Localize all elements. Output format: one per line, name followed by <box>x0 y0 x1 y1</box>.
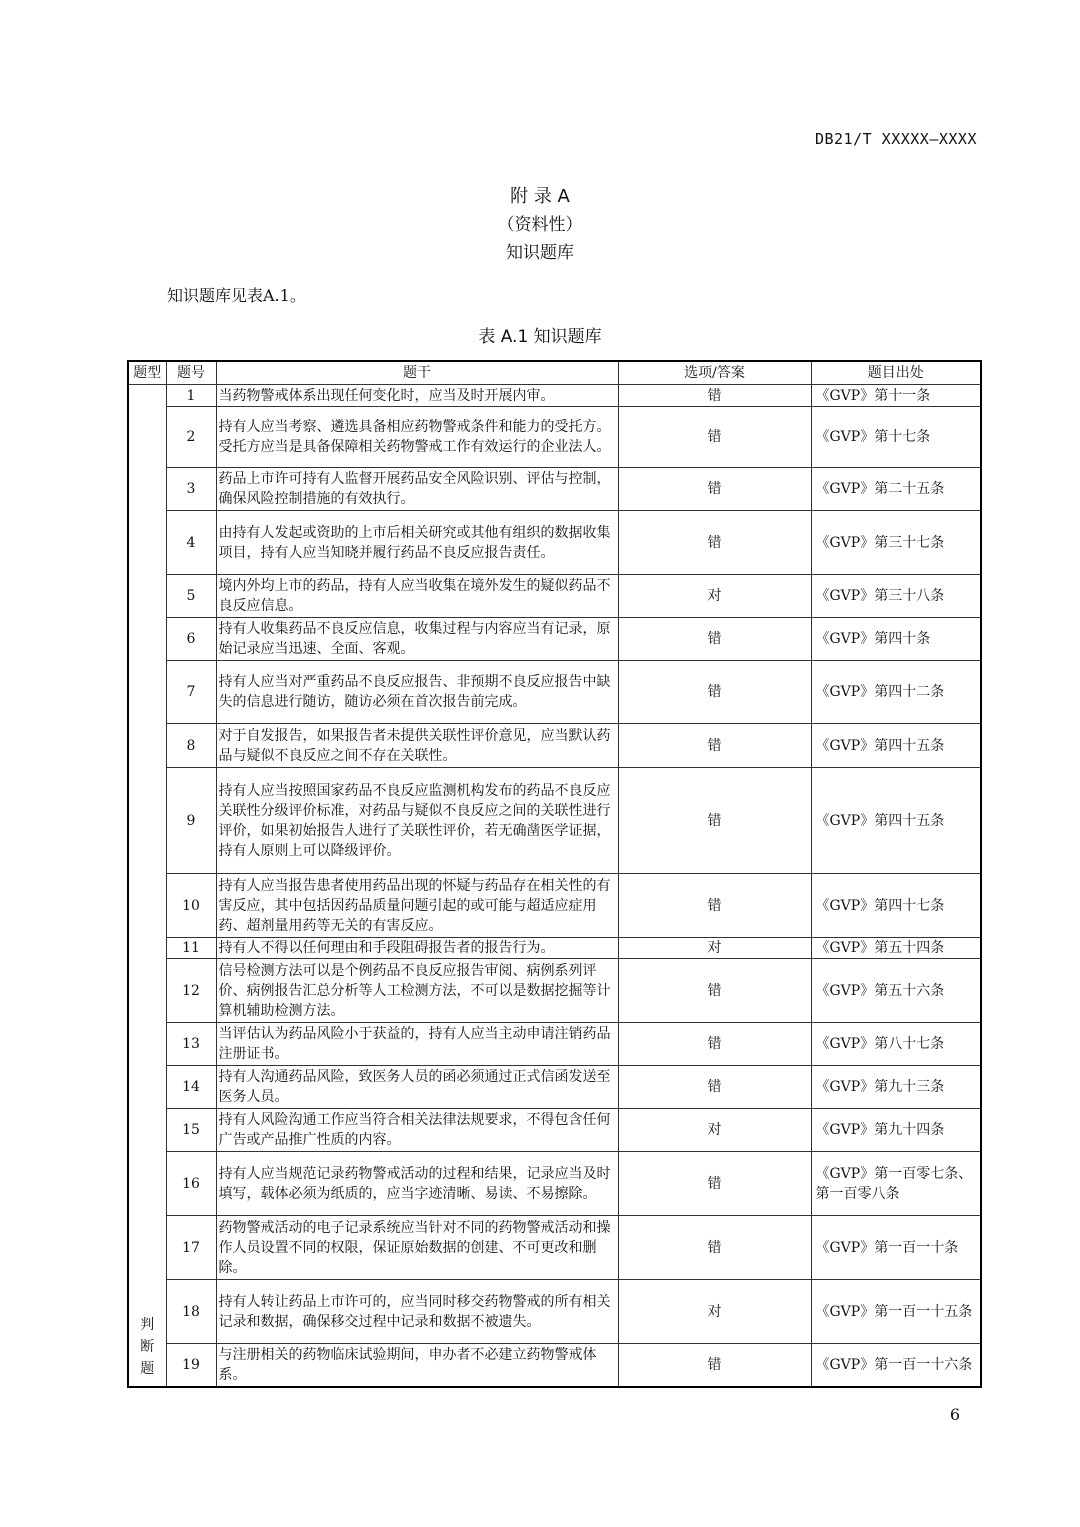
question-source: 《GVP》第一百零七条、第一百零八条 <box>811 1152 981 1216</box>
question-number: 17 <box>166 1216 216 1280</box>
question-source: 《GVP》第一百一十五条 <box>811 1280 981 1344</box>
table-row <box>128 874 981 938</box>
document-code: DB21/T XXXXX—XXXX <box>814 130 977 148</box>
appendix-title: 附 录 A <box>510 186 570 207</box>
question-answer: 错 <box>618 768 811 874</box>
question-number: 5 <box>166 575 216 618</box>
question-source: 《GVP》第四十五条 <box>811 768 981 874</box>
question-stem: 药物警戒活动的电子记录系统应当针对不同的药物警戒活动和操作人员设置不同的权限，保证原始数据的创建、不可更改和删除。 <box>216 1216 618 1280</box>
question-stem: 持有人转让药品上市许可的，应当同时移交药物警戒的所有相关记录和数据，确保移交过程中记录和数据不被遗失。 <box>216 1280 618 1344</box>
question-stem: 当评估认为药品风险小于获益的，持有人应当主动申请注销药品注册证书。 <box>216 1023 618 1066</box>
table-caption: 表 A.1 知识题库 <box>478 327 602 347</box>
header-source: 题目出处 <box>811 361 981 385</box>
table-row <box>128 768 981 874</box>
question-source: 《GVP》第一百一十六条 <box>811 1344 981 1387</box>
question-source: 《GVP》第八十七条 <box>811 1023 981 1066</box>
question-number: 18 <box>166 1280 216 1344</box>
question-source: 《GVP》第五十六条 <box>811 959 981 1023</box>
question-number: 2 <box>166 407 216 468</box>
question-answer: 对 <box>618 938 811 959</box>
question-answer: 错 <box>618 874 811 938</box>
question-source: 《GVP》第九十四条 <box>811 1109 981 1152</box>
question-answer: 对 <box>618 1280 811 1344</box>
question-stem: 信号检测方法可以是个例药品不良反应报告审阅、病例系列评价、病例报告汇总分析等人工检测方法，不可以是数据挖掘等计算机辅助检测方法。 <box>216 959 618 1023</box>
table-row <box>128 1109 981 1152</box>
question-source: 《GVP》第二十五条 <box>811 468 981 511</box>
question-answer: 错 <box>618 1152 811 1216</box>
question-bank-table <box>127 360 982 1388</box>
question-stem: 当药物警戒体系出现任何变化时，应当及时开展内审。 <box>216 385 618 407</box>
header-type: 题型 <box>128 361 166 385</box>
appendix-subtitle: （资料性） <box>497 215 583 235</box>
question-source: 《GVP》第四十五条 <box>811 724 981 768</box>
table-row <box>128 959 981 1023</box>
question-number: 14 <box>166 1066 216 1109</box>
table-row <box>128 575 981 618</box>
question-source: 《GVP》第四十条 <box>811 618 981 661</box>
question-answer: 错 <box>618 618 811 661</box>
question-stem: 持有人收集药品不良反应信息，收集过程与内容应当有记录，原始记录应当迅速、全面、客观。 <box>216 618 618 661</box>
question-stem: 境内外均上市的药品，持有人应当收集在境外发生的疑似药品不良反应信息。 <box>216 575 618 618</box>
question-number: 4 <box>166 511 216 575</box>
question-answer: 错 <box>618 959 811 1023</box>
question-number: 13 <box>166 1023 216 1066</box>
table-header-row <box>128 361 981 385</box>
table-row <box>128 468 981 511</box>
question-stem: 持有人沟通药品风险，致医务人员的函必须通过正式信函发送至医务人员。 <box>216 1066 618 1109</box>
question-source: 《GVP》第三十七条 <box>811 511 981 575</box>
table-row <box>128 724 981 768</box>
table-row <box>128 661 981 724</box>
question-stem: 持有人应当按照国家药品不良反应监测机构发布的药品不良反应关联性分级评价标准，对药品与疑似不良反应之间的关联性进行评价，如果初始报告人进行了关联性评价，若无确凿医学证据，持有人原则上可以降级评价。 <box>216 768 618 874</box>
question-stem: 药品上市许可持有人监督开展药品安全风险识别、评估与控制，确保风险控制措施的有效执行。 <box>216 468 618 511</box>
question-answer: 错 <box>618 724 811 768</box>
question-source: 《GVP》第十七条 <box>811 407 981 468</box>
question-number: 6 <box>166 618 216 661</box>
table-row <box>128 1216 981 1280</box>
question-number: 11 <box>166 938 216 959</box>
question-source: 《GVP》第九十三条 <box>811 1066 981 1109</box>
question-stem: 由持有人发起或资助的上市后相关研究或其他有组织的数据收集项目，持有人应当知晓并履行药品不良反应报告责任。 <box>216 511 618 575</box>
question-stem: 持有人应当规范记录药物警戒活动的过程和结果，记录应当及时填写，载体必须为纸质的，应当字迹清晰、易读、不易擦除。 <box>216 1152 618 1216</box>
question-type-cell <box>128 385 166 1387</box>
question-number: 3 <box>166 468 216 511</box>
header-answer: 选项/答案 <box>618 361 811 385</box>
question-answer: 错 <box>618 661 811 724</box>
question-stem: 持有人应当报告患者使用药品出现的怀疑与药品存在相关性的有害反应，其中包括因药品质量问题引起的或可能与超适应症用药、超剂量用药等无关的有害反应。 <box>216 874 618 938</box>
table-row <box>128 938 981 959</box>
question-answer: 错 <box>618 1216 811 1280</box>
question-number: 7 <box>166 661 216 724</box>
question-number: 9 <box>166 768 216 874</box>
question-answer: 错 <box>618 385 811 407</box>
question-source: 《GVP》第十一条 <box>811 385 981 407</box>
table-row <box>128 618 981 661</box>
question-source: 《GVP》第五十四条 <box>811 938 981 959</box>
header-stem: 题干 <box>216 361 618 385</box>
question-stem: 持有人不得以任何理由和手段阻碍报告者的报告行为。 <box>216 938 618 959</box>
question-answer: 错 <box>618 1066 811 1109</box>
header-number: 题号 <box>166 361 216 385</box>
question-number: 10 <box>166 874 216 938</box>
question-answer: 对 <box>618 1109 811 1152</box>
question-number: 19 <box>166 1344 216 1387</box>
question-answer: 错 <box>618 407 811 468</box>
question-answer: 错 <box>618 1023 811 1066</box>
question-number: 16 <box>166 1152 216 1216</box>
question-number: 15 <box>166 1109 216 1152</box>
question-source: 《GVP》第四十二条 <box>811 661 981 724</box>
question-stem: 与注册相关的药物临床试验期间，申办者不必建立药物警戒体系。 <box>216 1344 618 1387</box>
question-stem: 持有人风险沟通工作应当符合相关法律法规要求，不得包含任何广告或产品推广性质的内容。 <box>216 1109 618 1152</box>
table-row <box>128 407 981 468</box>
question-answer: 错 <box>618 468 811 511</box>
question-source: 《GVP》第一百一十条 <box>811 1216 981 1280</box>
appendix-name: 知识题库 <box>506 243 574 263</box>
table-row <box>128 1280 981 1344</box>
intro-paragraph: 知识题库见表A.1。 <box>167 286 306 305</box>
table-row <box>128 1152 981 1216</box>
question-source: 《GVP》第四十七条 <box>811 874 981 938</box>
table-row <box>128 1344 981 1387</box>
table-row <box>128 1066 981 1109</box>
question-answer: 错 <box>618 1344 811 1387</box>
question-stem: 持有人应当考察、遴选具备相应药物警戒条件和能力的受托方。受托方应当是具备保障相关药物警戒工作有效运行的企业法人。 <box>216 407 618 468</box>
question-type-label: 判断题 <box>140 1316 155 1377</box>
question-stem: 对于自发报告，如果报告者未提供关联性评价意见，应当默认药品与疑似不良反应之间不存在关联性。 <box>216 724 618 768</box>
table-row <box>128 511 981 575</box>
page-number: 6 <box>949 1405 960 1424</box>
question-number: 8 <box>166 724 216 768</box>
question-number: 12 <box>166 959 216 1023</box>
table-row <box>128 1023 981 1066</box>
question-stem: 持有人应当对严重药品不良反应报告、非预期不良反应报告中缺失的信息进行随访，随访必须在首次报告前完成。 <box>216 661 618 724</box>
question-number: 1 <box>166 385 216 407</box>
question-answer: 对 <box>618 575 811 618</box>
question-source: 《GVP》第三十八条 <box>811 575 981 618</box>
table-row <box>128 385 981 407</box>
question-answer: 错 <box>618 511 811 575</box>
